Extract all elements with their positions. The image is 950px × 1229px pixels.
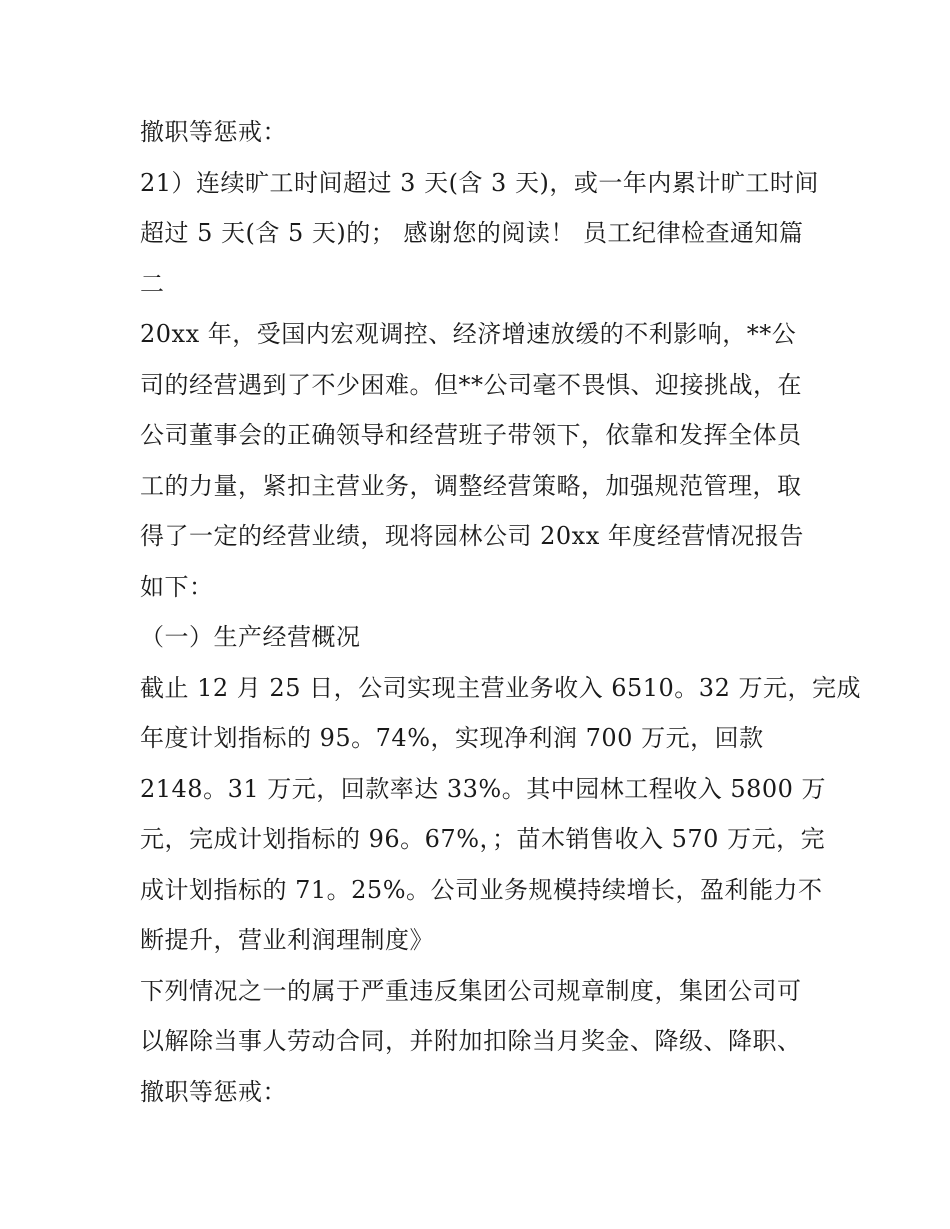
text-line: 超过 5 天(含 5 天)的； 感谢您的阅读！ 员工纪律检查通知篇 — [140, 219, 804, 247]
text-line: 二 — [140, 269, 165, 298]
text-line: 年度计划指标的 95。74%，实现净利润 700 万元，回款 — [140, 724, 764, 752]
text-line: 断提升，营业利润理制度》 — [140, 926, 434, 954]
text-line: 20xx 年，受国内宏观调控、经济增速放缓的不利影响，**公 — [140, 320, 797, 348]
text-line: 下列情况之一的属于严重违反集团公司规章制度，集团公司可 — [140, 976, 802, 1005]
text-line: 撤职等惩戒： — [140, 1077, 287, 1106]
text-line: 如下： — [140, 572, 214, 601]
text-line: 得了一定的经营业绩，现将园林公司 20xx 年度经营情况报告 — [140, 522, 804, 550]
text-line: 元，完成计划指标的 96。67%，；苗木销售收入 570 万元，完 — [140, 825, 826, 853]
text-line: 司的经营遇到了不少困难。但**公司毫不畏惧、迎接挑战，在 — [140, 370, 802, 399]
text-line: 撤职等惩戒： — [140, 118, 287, 146]
text-line: 以解除当事人劳动合同，并附加扣除当月奖金、降级、降职、 — [140, 1027, 802, 1055]
text-line: 成计划指标的 71。25%。公司业务规模持续增长，盈利能力不 — [140, 875, 823, 904]
text-line: 截止 12 月 25 日，公司实现主营业务收入 6510。32 万元，完成 — [140, 673, 861, 702]
section-heading: （一）生产经营概况 — [140, 623, 361, 651]
text-line: 公司董事会的正确领导和经营班子带领下，依靠和发挥全体员 — [140, 421, 802, 449]
text-line: 21）连续旷工时间超过 3 天(含 3 天)，或一年内累计旷工时间 — [140, 168, 819, 197]
text-line: 工的力量，紧扣主营业务，调整经营策略，加强规范管理，取 — [140, 471, 802, 500]
text-line: 2148。31 万元，回款率达 33%。其中园林工程收入 5800 万 — [140, 774, 827, 803]
document-body — [140, 107, 861, 1117]
